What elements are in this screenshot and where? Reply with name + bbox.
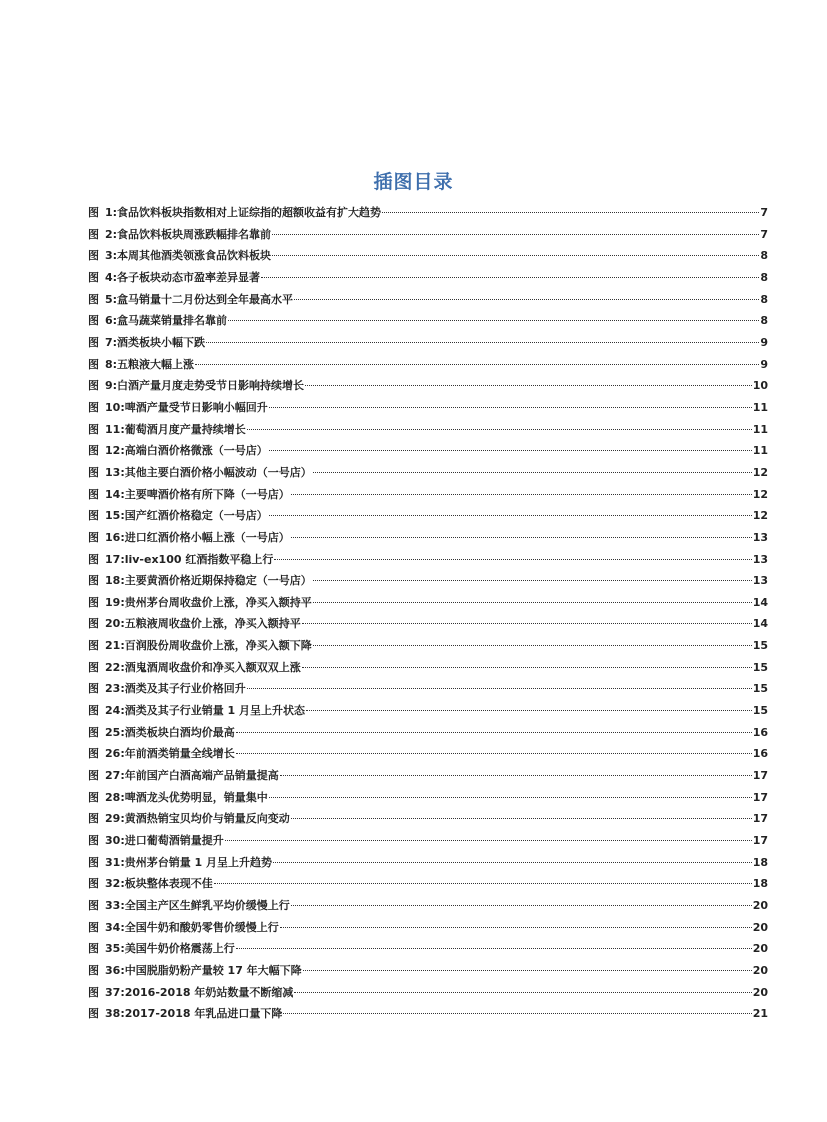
toc-entry-title: :黄酒热销宝贝均价与销量反向变动 <box>120 812 290 826</box>
toc-entry-page-number: 8 <box>760 314 768 328</box>
toc-entry-number: 37 <box>105 985 121 999</box>
toc-entry-number: 16 <box>105 530 121 544</box>
toc-dot-leader <box>294 299 759 300</box>
toc-entry-prefix: 图 <box>88 249 99 263</box>
toc-entry-number: 10 <box>105 400 121 414</box>
toc-entry-page-number: 15 <box>752 704 768 718</box>
toc-entry[interactable] <box>88 312 768 334</box>
toc-entry-number: 13 <box>105 465 121 479</box>
toc-dot-leader <box>195 364 759 365</box>
toc-entry[interactable] <box>88 745 768 767</box>
toc-entry-number: 18 <box>105 574 121 588</box>
toc-entry-title: :其他主要白酒价格小幅波动（一号店） <box>120 465 312 479</box>
toc-entry-number: 20 <box>105 617 121 631</box>
toc-entry-prefix: 图 <box>88 552 99 566</box>
toc-dot-leader <box>269 407 752 408</box>
toc-entry-prefix: 图 <box>88 314 99 328</box>
toc-entry-title: :酒类板块小幅下跌 <box>112 335 206 349</box>
toc-entry-title: :啤酒产量受节日影响小幅回升 <box>120 400 268 414</box>
toc-entry-title: :酒鬼酒周收盘价和净买入额双双上涨 <box>120 660 301 674</box>
toc-dot-leader <box>247 429 752 430</box>
toc-entry-title: :进口红酒价格小幅上涨（一号店） <box>120 530 290 544</box>
toc-entry-title: :全国牛奶和酸奶零售价缓慢上行 <box>120 920 279 934</box>
toc-entry-number: 24 <box>105 704 121 718</box>
toc-entry-page-number: 21 <box>752 1007 768 1021</box>
toc-entry-number: 17 <box>105 552 121 566</box>
page-title: 插图目录 <box>373 171 454 193</box>
toc-dot-leader <box>269 797 752 798</box>
toc-entry-page-number: 20 <box>752 942 768 956</box>
toc-entry-title: :板块整体表现不佳 <box>120 877 213 891</box>
toc-entry-page-number: 8 <box>760 249 768 263</box>
toc-entry-title: :食品饮料板块指数相对上证综指的超额收益有扩大趋势 <box>112 206 382 219</box>
toc-entry-title: :五粮液周收盘价上涨，净买入额持平 <box>120 617 301 631</box>
toc-entry-number: 26 <box>105 747 121 761</box>
toc-dot-leader <box>305 385 752 386</box>
toc-entry[interactable] <box>88 507 768 529</box>
toc-entry-page-number: 13 <box>752 530 768 544</box>
toc-entry-number: 31 <box>105 855 121 869</box>
toc-entry-prefix: 图 <box>88 487 99 501</box>
toc-entry-page-number: 7 <box>760 206 768 219</box>
toc-entry-page-number: 17 <box>752 834 768 848</box>
toc-entry-number: 8 <box>105 357 113 371</box>
toc-entry-page-number: 16 <box>752 725 768 739</box>
toc-entry-number: 14 <box>105 487 121 501</box>
toc-dot-leader <box>274 559 751 560</box>
toc-entry-number: 4 <box>105 270 113 284</box>
toc-entry-page-number: 15 <box>752 639 768 653</box>
toc-entry-prefix: 图 <box>88 530 99 544</box>
toc-entry[interactable] <box>88 291 768 313</box>
toc-dot-leader <box>291 494 752 495</box>
toc-entry-title: :中国脱脂奶粉产量较 17 年大幅下降 <box>120 963 302 977</box>
toc-entry-page-number: 20 <box>752 985 768 999</box>
toc-entry-prefix: 图 <box>88 509 99 523</box>
toc-entry-page-number: 10 <box>752 379 768 393</box>
toc-entry-number: 27 <box>105 769 121 783</box>
toc-entry-prefix: 图 <box>88 206 99 219</box>
toc-entry-page-number: 13 <box>752 552 768 566</box>
toc-entry-number: 25 <box>105 725 121 739</box>
toc-entry-title: :各子板块动态市盈率差异显著 <box>112 270 261 284</box>
toc-entry-title: :全国主产区生鲜乳平均价缓慢上行 <box>120 899 290 912</box>
toc-entry-title: :盒马销量十二月份达到全年最高水平 <box>112 292 294 306</box>
toc-entry-prefix: 图 <box>88 963 99 977</box>
toc-entry-number: 34 <box>105 920 121 934</box>
toc-entry-prefix: 图 <box>88 444 99 458</box>
toc-dot-leader <box>313 472 752 473</box>
toc-entry-page-number: 7 <box>760 227 768 241</box>
toc-entry-page-number: 17 <box>752 812 768 826</box>
toc-entry-number: 29 <box>105 812 121 826</box>
toc-entry-page-number: 12 <box>752 487 768 501</box>
toc-entry[interactable] <box>88 486 768 508</box>
toc-entry-title: :进口葡萄酒销量提升 <box>120 834 224 848</box>
toc-entry-number: 2 <box>105 227 113 241</box>
toc-entry-prefix: 图 <box>88 574 99 588</box>
toc-entry-page-number: 11 <box>752 422 768 436</box>
toc-dot-leader <box>302 623 752 624</box>
toc-entry-prefix: 图 <box>88 769 99 783</box>
toc-entry-number: 3 <box>105 249 113 263</box>
toc-dot-leader <box>236 732 752 733</box>
toc-entry[interactable] <box>88 810 768 832</box>
toc-entry-title: :食品饮料板块周涨跌幅排名靠前 <box>112 227 272 241</box>
toc-dot-leader <box>382 212 759 213</box>
toc-entry-title: :五粮液大幅上涨 <box>112 357 195 371</box>
toc-entry-number: 6 <box>105 314 113 328</box>
toc-entry[interactable] <box>88 377 768 399</box>
toc-entry-prefix: 图 <box>88 812 99 826</box>
toc-entry-number: 21 <box>105 639 121 653</box>
toc-entry-prefix: 图 <box>88 465 99 479</box>
toc-dot-leader <box>313 645 752 646</box>
toc-entry-title: :主要啤酒价格有所下降（一号店） <box>120 487 290 501</box>
toc-entry[interactable] <box>88 940 768 962</box>
toc-dot-leader <box>269 450 752 451</box>
toc-entry-title: :2017-2018 年乳品进口量下降 <box>120 1007 283 1021</box>
toc-entry-prefix: 图 <box>88 617 99 631</box>
toc-entry-title: :百润股份周收盘价上涨，净买入额下降 <box>120 639 312 653</box>
toc-entry-page-number: 20 <box>752 899 768 912</box>
toc-entry[interactable] <box>88 984 768 1006</box>
toc-entry-title: :贵州茅台周收盘价上涨，净买入额持平 <box>120 595 312 609</box>
toc-entry[interactable] <box>88 1005 768 1027</box>
toc-entry-prefix: 图 <box>88 335 99 349</box>
toc-entry-prefix: 图 <box>88 942 99 956</box>
toc-entry-title: :酒类板块白酒均价最高 <box>120 725 235 739</box>
toc-entry-title: :葡萄酒月度产量持续增长 <box>120 422 246 436</box>
toc-dot-leader <box>306 710 752 711</box>
toc-entry[interactable] <box>88 442 768 464</box>
toc-entry-prefix: 图 <box>88 920 99 934</box>
toc-entry-number: 23 <box>105 682 121 696</box>
toc-entry-prefix: 图 <box>88 747 99 761</box>
toc-entry-page-number: 14 <box>752 617 768 631</box>
toc-entry-number: 30 <box>105 834 121 848</box>
toc-entry-number: 35 <box>105 942 121 956</box>
toc-entry-prefix: 图 <box>88 877 99 891</box>
toc-dot-leader <box>225 840 752 841</box>
toc-entry-page-number: 14 <box>752 595 768 609</box>
toc-entry[interactable] <box>88 356 768 378</box>
toc-entry[interactable] <box>88 269 768 291</box>
toc-entry-prefix: 图 <box>88 1007 99 1021</box>
toc-entry[interactable] <box>88 464 768 486</box>
toc-entry-title: :2016-2018 年奶站数量不断缩减 <box>120 985 294 999</box>
toc-entry-number: 1 <box>105 206 113 219</box>
toc-entry-title: :酒类及其子行业销量 1 月呈上升状态 <box>120 704 306 718</box>
toc-entry[interactable] <box>88 680 768 702</box>
toc-entry-prefix: 图 <box>88 855 99 869</box>
toc-entry-number: 5 <box>105 292 113 306</box>
toc-entry-number: 11 <box>105 422 121 436</box>
toc-entry[interactable] <box>88 529 768 551</box>
toc-entry-number: 32 <box>105 877 121 891</box>
toc-entry-number: 38 <box>105 1007 121 1021</box>
toc-entry-prefix: 图 <box>88 357 99 371</box>
toc-entry[interactable] <box>88 789 768 811</box>
toc-entry-number: 22 <box>105 660 121 674</box>
toc-entry-page-number: 15 <box>752 682 768 696</box>
toc-entry-number: 12 <box>105 444 121 458</box>
toc-entry-title: :本周其他酒类领涨食品饮料板块 <box>112 249 272 263</box>
toc-entry-prefix: 图 <box>88 985 99 999</box>
toc-entry-page-number: 12 <box>752 509 768 523</box>
toc-dot-leader <box>313 602 752 603</box>
toc-entry-title: :国产红酒价格稳定（一号店） <box>120 509 268 523</box>
toc-entry-page-number: 20 <box>752 920 768 934</box>
toc-entry-number: 19 <box>105 595 121 609</box>
toc-entry-page-number: 9 <box>760 357 768 371</box>
toc-entry-page-number: 9 <box>760 335 768 349</box>
toc-dot-leader <box>291 537 752 538</box>
toc-entry-prefix: 图 <box>88 379 99 393</box>
toc-entry-prefix: 图 <box>88 899 99 912</box>
toc-entry-title: :主要黄酒价格近期保持稳定（一号店） <box>120 574 312 588</box>
toc-entry-prefix: 图 <box>88 639 99 653</box>
toc-entry-prefix: 图 <box>88 270 99 284</box>
toc-entry-page-number: 20 <box>752 963 768 977</box>
toc-dot-leader <box>269 515 752 516</box>
toc-dot-leader <box>214 883 752 884</box>
toc-entry-title: :盒马蔬菜销量排名靠前 <box>112 314 228 328</box>
toc-entry-title: :贵州茅台销量 1 月呈上升趋势 <box>120 855 273 869</box>
toc-entry-page-number: 13 <box>752 574 768 588</box>
toc-entry[interactable] <box>88 421 768 443</box>
toc-dot-leader <box>206 342 759 343</box>
toc-entry-prefix: 图 <box>88 725 99 739</box>
toc-entry-title: :年前酒类销量全线增长 <box>120 747 235 761</box>
toc-entry[interactable] <box>88 897 768 919</box>
toc-entry[interactable] <box>88 767 768 789</box>
toc-entry-title: :酒类及其子行业价格回升 <box>120 682 246 696</box>
toc-entry-title: :啤酒龙头优势明显，销量集中 <box>120 790 268 804</box>
toc-dot-leader <box>294 992 751 993</box>
toc-entry[interactable] <box>88 702 768 724</box>
figure-toc-list <box>88 204 768 1027</box>
toc-entry-page-number: 8 <box>760 292 768 306</box>
toc-entry-number: 9 <box>105 379 113 393</box>
toc-dot-leader <box>313 580 752 581</box>
toc-entry[interactable] <box>88 615 768 637</box>
toc-entry-number: 7 <box>105 335 113 349</box>
toc-entry-prefix: 图 <box>88 682 99 696</box>
toc-entry-page-number: 16 <box>752 747 768 761</box>
toc-entry[interactable] <box>88 594 768 616</box>
toc-entry-title: :美国牛奶价格震荡上行 <box>120 942 235 956</box>
toc-dot-leader <box>291 905 752 906</box>
toc-entry-page-number: 11 <box>752 400 768 414</box>
toc-entry[interactable] <box>88 724 768 746</box>
toc-entry[interactable] <box>88 247 768 269</box>
toc-dot-leader <box>228 320 759 321</box>
toc-entry[interactable] <box>88 962 768 984</box>
toc-entry-number: 28 <box>105 790 121 804</box>
toc-entry-prefix: 图 <box>88 660 99 674</box>
toc-entry-number: 15 <box>105 509 121 523</box>
toc-entry-prefix: 图 <box>88 422 99 436</box>
toc-dot-leader <box>291 818 752 819</box>
toc-entry[interactable] <box>88 875 768 897</box>
toc-dot-leader <box>247 688 752 689</box>
toc-entry[interactable] <box>88 637 768 659</box>
toc-entry-title: :liv-ex100 红酒指数平稳上行 <box>120 552 274 566</box>
toc-entry-page-number: 17 <box>752 769 768 783</box>
toc-dot-leader <box>273 862 752 863</box>
toc-entry[interactable] <box>88 334 768 356</box>
toc-entry-page-number: 11 <box>752 444 768 458</box>
toc-entry-title: :高端白酒价格微涨（一号店） <box>120 444 268 458</box>
toc-dot-leader <box>236 948 752 949</box>
toc-entry-prefix: 图 <box>88 704 99 718</box>
toc-entry[interactable] <box>88 919 768 941</box>
toc-entry-page-number: 18 <box>752 855 768 869</box>
toc-entry-number: 33 <box>105 899 121 912</box>
toc-entry-title: :年前国产白酒高端产品销量提高 <box>120 769 279 783</box>
toc-dot-leader <box>261 277 759 278</box>
toc-dot-leader <box>272 234 759 235</box>
toc-entry-page-number: 17 <box>752 790 768 804</box>
toc-dot-leader <box>280 775 752 776</box>
toc-dot-leader <box>303 970 752 971</box>
toc-entry-number: 36 <box>105 963 121 977</box>
toc-dot-leader <box>236 753 752 754</box>
toc-entry-prefix: 图 <box>88 790 99 804</box>
toc-dot-leader <box>280 927 752 928</box>
toc-entry[interactable] <box>88 551 768 573</box>
toc-entry-prefix: 图 <box>88 834 99 848</box>
toc-entry[interactable] <box>88 572 768 594</box>
toc-dot-leader <box>283 1013 751 1014</box>
toc-entry[interactable] <box>88 226 768 248</box>
toc-entry[interactable] <box>88 204 768 226</box>
toc-entry-page-number: 15 <box>752 660 768 674</box>
toc-entry[interactable] <box>88 832 768 854</box>
toc-entry-prefix: 图 <box>88 595 99 609</box>
toc-entry[interactable] <box>88 854 768 876</box>
toc-entry[interactable] <box>88 399 768 421</box>
toc-entry-prefix: 图 <box>88 227 99 241</box>
toc-entry-title: :白酒产量月度走势受节日影响持续增长 <box>112 379 305 393</box>
toc-entry[interactable] <box>88 659 768 681</box>
toc-dot-leader <box>272 255 759 256</box>
toc-entry-prefix: 图 <box>88 400 99 414</box>
toc-dot-leader <box>302 667 752 668</box>
toc-entry-prefix: 图 <box>88 292 99 306</box>
toc-entry-page-number: 12 <box>752 465 768 479</box>
toc-entry-page-number: 18 <box>752 877 768 891</box>
toc-entry-page-number: 8 <box>760 270 768 284</box>
